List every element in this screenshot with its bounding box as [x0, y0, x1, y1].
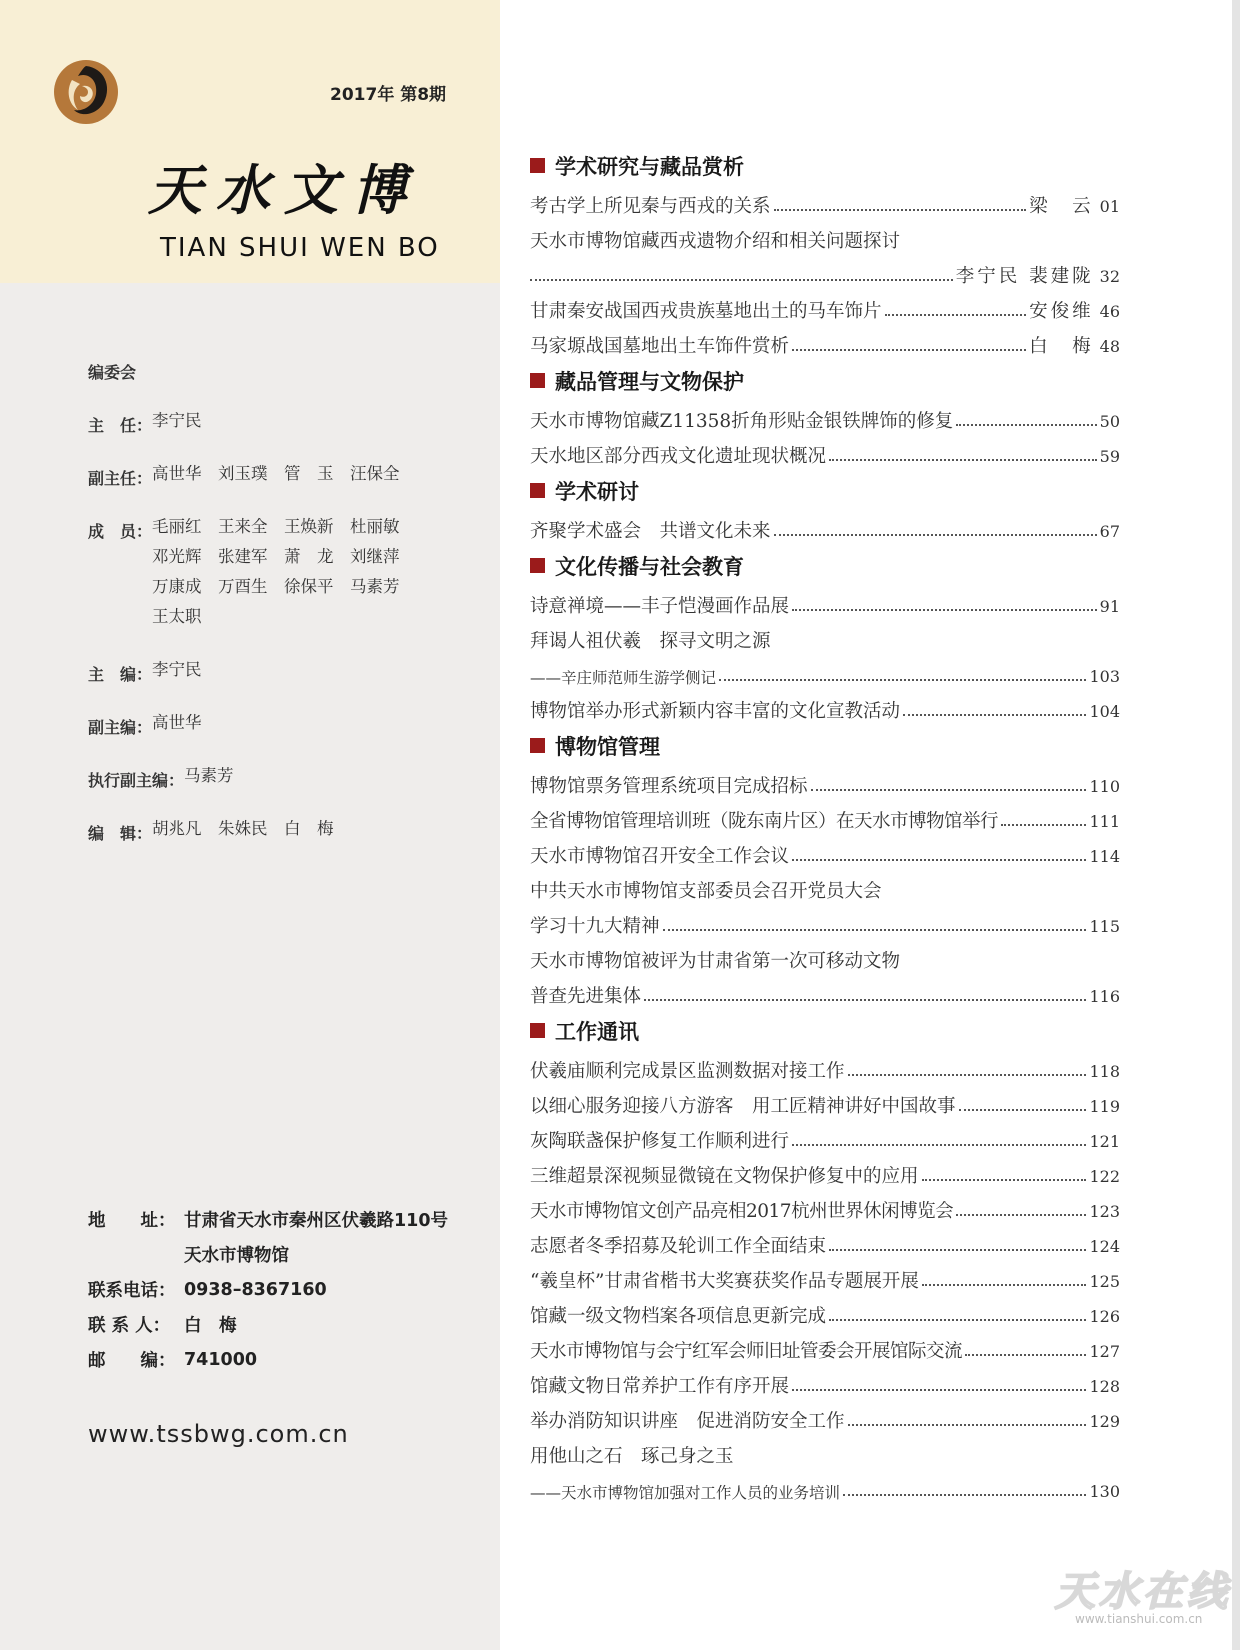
toc-section-heading: 学术研究与藏品赏析	[530, 148, 1120, 183]
contact-value: 0938–8367160	[184, 1279, 327, 1300]
board-row-deputy	[88, 466, 488, 489]
toc-entry[interactable]: 甘肃秦安战国西戎贵族墓地出土的马车饰片 安俊维 46	[530, 301, 1120, 322]
toc-entry-line1[interactable]: 天水市博物馆被评为甘肃省第一次可移动文物	[530, 951, 901, 972]
contact-value: 甘肃省天水市秦州区伏羲路110号	[184, 1211, 449, 1231]
board-label: 执行副主编：	[88, 771, 185, 790]
toc-entry[interactable]: 天水地区部分西戎文化遗址现状概况 59	[530, 446, 1120, 467]
toc-entry[interactable]: 馆藏文物日常养护工作有序开展 128	[530, 1376, 1120, 1397]
board-label: 副主编：	[88, 718, 153, 737]
board-label: 主 任：	[88, 416, 153, 435]
toc-entry[interactable]: 诗意禅境——丰子恺漫画作品展 91	[530, 596, 1120, 617]
board-row-director	[88, 413, 488, 436]
journal-title-english: TIAN SHUI WEN BO	[160, 233, 440, 263]
toc-entry-line2[interactable]: 普查先进集体 116	[530, 986, 1120, 1007]
board-value: 高世华 刘玉璞 管 玉 汪保全	[152, 464, 400, 483]
toc-entry[interactable]: 伏羲庙顺利完成景区监测数据对接工作 118	[530, 1061, 1120, 1082]
board-members-list	[152, 512, 400, 632]
board-member-line: 毛丽红 王来全 王焕新 杜丽敏	[152, 517, 400, 536]
table-of-contents	[530, 143, 1120, 1503]
contact-label: 邮 编：	[88, 1351, 176, 1371]
toc-entry-line2[interactable]: 李宁民 裴建陇 32	[530, 253, 1120, 288]
watermark-url: www.tianshui.com.cn	[1075, 1612, 1203, 1626]
page-edge	[1232, 0, 1240, 1650]
toc-entry[interactable]: “羲皇杯”甘肃省楷书大奖赛获奖作品专题展开展 125	[530, 1271, 1120, 1292]
section-marker-icon	[530, 558, 545, 573]
contact-row-postcode	[88, 1342, 508, 1377]
contact-row-phone	[88, 1272, 508, 1307]
board-label: 编 辑：	[88, 824, 153, 843]
toc-entry[interactable]: 天水市博物馆藏Z11358折角形贴金银铁牌饰的修复 50	[530, 411, 1120, 432]
board-value: 李宁民	[152, 660, 202, 679]
contact-value: 天水市博物馆	[184, 1246, 289, 1266]
toc-entry[interactable]: 举办消防知识讲座 促进消防安全工作 129	[530, 1411, 1120, 1432]
board-member-line: 万康成 万酉生 徐保平 马素芳	[152, 577, 400, 596]
board-row-deputy-editor	[88, 715, 488, 738]
toc-entry[interactable]: 三维超景深视频显微镜在文物保护修复中的应用 122	[530, 1166, 1120, 1187]
contact-row-address-2	[88, 1237, 508, 1272]
journal-title-chinese: 天水文博	[148, 158, 420, 222]
section-marker-icon	[530, 738, 545, 753]
toc-entry[interactable]: 馆藏一级文物档案各项信息更新完成 126	[530, 1306, 1120, 1327]
toc-entry-line1[interactable]: 拜谒人祖伏羲 探寻文明之源	[530, 631, 771, 652]
toc-entry[interactable]: 灰陶联盏保护修复工作顺利进行 121	[530, 1131, 1120, 1152]
toc-entry-line1[interactable]: 中共天水市博物馆支部委员会召开党员大会	[530, 881, 882, 902]
toc-section-heading: 工作通讯	[530, 1013, 1120, 1048]
board-value: 马素芳	[184, 766, 234, 785]
toc-section-heading: 博物馆管理	[530, 728, 1120, 763]
toc-section-heading: 文化传播与社会教育	[530, 548, 1120, 583]
section-marker-icon	[530, 1023, 545, 1038]
toc-entry[interactable]: 天水市博物馆文创产品亮相2017杭州世界休闲博览会 123	[530, 1201, 1120, 1222]
website-link[interactable]: www.tssbwg.com.cn	[88, 1420, 349, 1448]
board-row-exec-deputy	[88, 768, 488, 791]
toc-section-heading: 学术研讨	[530, 473, 1120, 508]
toc-entry-line2[interactable]: 学习十九大精神 115	[530, 916, 1120, 937]
toc-entry-line1[interactable]: 用他山之石 琢己身之玉	[530, 1446, 734, 1467]
board-label: 成 员：	[88, 522, 153, 541]
board-label: 副主任：	[88, 469, 153, 488]
toc-entry-line2[interactable]: ——辛庄师范师生游学侧记 103	[530, 667, 1120, 687]
contact-label: 联 系 人：	[88, 1316, 171, 1336]
issue-number: 2017年 第8期	[330, 85, 447, 105]
board-row-editor	[88, 662, 488, 685]
board-heading: 编委会	[88, 363, 137, 382]
editorial-board	[88, 360, 488, 874]
toc-entry[interactable]: 考古学上所见秦与西戎的关系 梁 云 01	[530, 196, 1120, 217]
contact-value: 741000	[184, 1349, 258, 1370]
watermark-text: 天水在线	[1055, 1568, 1231, 1615]
toc-entry[interactable]: 以细心服务迎接八方游客 用工匠精神讲好中国故事 119	[530, 1096, 1120, 1117]
section-marker-icon	[530, 158, 545, 173]
board-row-editors	[88, 821, 488, 844]
board-value: 高世华	[152, 713, 202, 732]
board-member-line: 邓光辉 张建军 萧 龙 刘继萍	[152, 547, 400, 566]
board-value: 胡兆凡 朱姝民 白 梅	[152, 819, 334, 838]
toc-entry[interactable]: 博物馆举办形式新颖内容丰富的文化宣教活动 104	[530, 701, 1120, 722]
toc-entry-line1[interactable]: 天水市博物馆藏西戎遗物介绍和相关问题探讨	[530, 231, 901, 252]
toc-entry[interactable]: 博物馆票务管理系统项目完成招标 110	[530, 776, 1120, 797]
toc-entry[interactable]: 全省博物馆管理培训班（陇东南片区）在天水市博物馆举行 111	[530, 811, 1120, 832]
toc-entry[interactable]: 马家塬战国墓地出土车饰件赏析 白 梅 48	[530, 336, 1120, 357]
toc-entry[interactable]: 天水市博物馆召开安全工作会议 114	[530, 846, 1120, 867]
section-marker-icon	[530, 483, 545, 498]
section-marker-icon	[530, 373, 545, 388]
toc-entry[interactable]: 天水市博物馆与会宁红军会师旧址管委会开展馆际交流 127	[530, 1341, 1120, 1362]
toc-entry[interactable]: 齐聚学术盛会 共谱文化未来 67	[530, 521, 1120, 542]
museum-logo-icon	[52, 58, 120, 126]
contact-row-address	[88, 1202, 508, 1237]
toc-section-heading: 藏品管理与文物保护	[530, 363, 1120, 398]
contact-row-person	[88, 1307, 508, 1342]
contact-info	[88, 1202, 508, 1377]
board-member-line: 王太职	[152, 607, 202, 626]
board-value: 李宁民	[152, 411, 202, 430]
toc-entry[interactable]: 志愿者冬季招募及轮训工作全面结束 124	[530, 1236, 1120, 1257]
contact-label: 联系电话：	[88, 1281, 176, 1301]
toc-entry-line2[interactable]: ——天水市博物馆加强对工作人员的业务培训 130	[530, 1482, 1120, 1502]
board-row-members	[88, 519, 488, 632]
contact-value: 白 梅	[184, 1316, 237, 1336]
contact-label: 地 址：	[88, 1211, 176, 1231]
board-label: 主 编：	[88, 665, 153, 684]
